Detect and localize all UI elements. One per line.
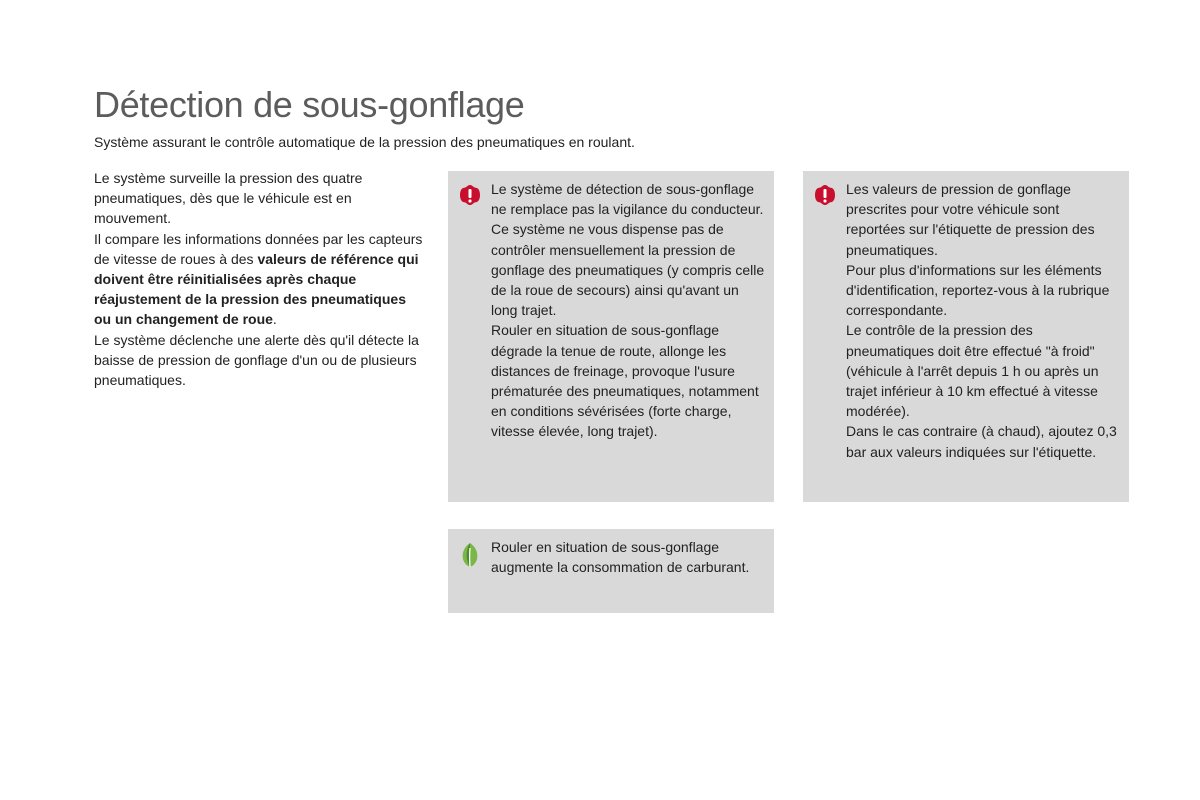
intro-text-end: . — [272, 311, 277, 328]
box-paragraph: Le contrôle de la pression des pneumatiques doit être effectué "à froid" (véhicule à l'arrêt depuis 1 h ou après un trajet inférieur à 10 km effectué à vitesse modérée). — [846, 322, 1099, 420]
box-paragraph: Le système de détection de sous-gonflage ne remplace pas la vigilance du conducteur. — [491, 181, 764, 218]
intro-paragraph: Le système déclenche une alerte dès qu'il détecte la baisse de pression de gonflage d'un ou de plusieurs pneumatiques. — [94, 331, 419, 389]
warning-icon — [459, 184, 481, 206]
box-paragraph: Pour plus d'informations sur les éléments d'identification, reportez-vous à la rubrique correspondante. — [846, 261, 1110, 319]
page-subtitle: Système assurant le contrôle automatique de la pression des pneumatiques en roulant. — [94, 134, 635, 150]
box-paragraph: Rouler en situation de sous-gonflage augmente la consommation de carburant. — [491, 539, 750, 576]
box-paragraph: Rouler en situation de sous-gonflage dégrade la tenue de route, allonge les distances de freinage, provoque l'usure prématurée des pneumatiques, notamment en conditions sévérisées (forte charge, vitesse élevée, long trajet). — [491, 322, 759, 440]
page-title: Détection de sous-gonflage — [94, 84, 525, 125]
intro-text — [94, 168, 424, 390]
box-paragraph: Les valeurs de pression de gonflage prescrites pour votre véhicule sont reportées sur l'étiquette de pression des pneumatiques. — [846, 181, 1095, 258]
eco-box — [448, 529, 774, 613]
warning-icon — [814, 184, 836, 206]
warning-box-detection — [448, 171, 774, 502]
eco-leaf-icon — [459, 542, 481, 564]
box-paragraph: Ce système ne vous dispense pas de contrôler mensuellement la pression de gonflage des pneumatiques (y compris celle de la roue de secours) ainsi qu'avant un long trajet. — [491, 221, 765, 319]
intro-text-plain: Il compare les informations données par les capteurs de vitesse de roues à des — [94, 230, 423, 267]
intro-text-bold: valeurs de référence qui doivent être réinitialisées après chaque réajustement de la pression des pneumatiques ou un changement de roue — [94, 250, 419, 328]
intro-paragraph-emphasis — [94, 229, 424, 330]
warning-box-pressure — [803, 171, 1129, 502]
box-paragraph: Dans le cas contraire (à chaud), ajoutez 0,3 bar aux valeurs indiquées sur l'étiquette. — [846, 423, 1117, 460]
intro-paragraph: Le système surveille la pression des quatre pneumatiques, dès que le véhicule est en mouvement. — [94, 170, 363, 227]
